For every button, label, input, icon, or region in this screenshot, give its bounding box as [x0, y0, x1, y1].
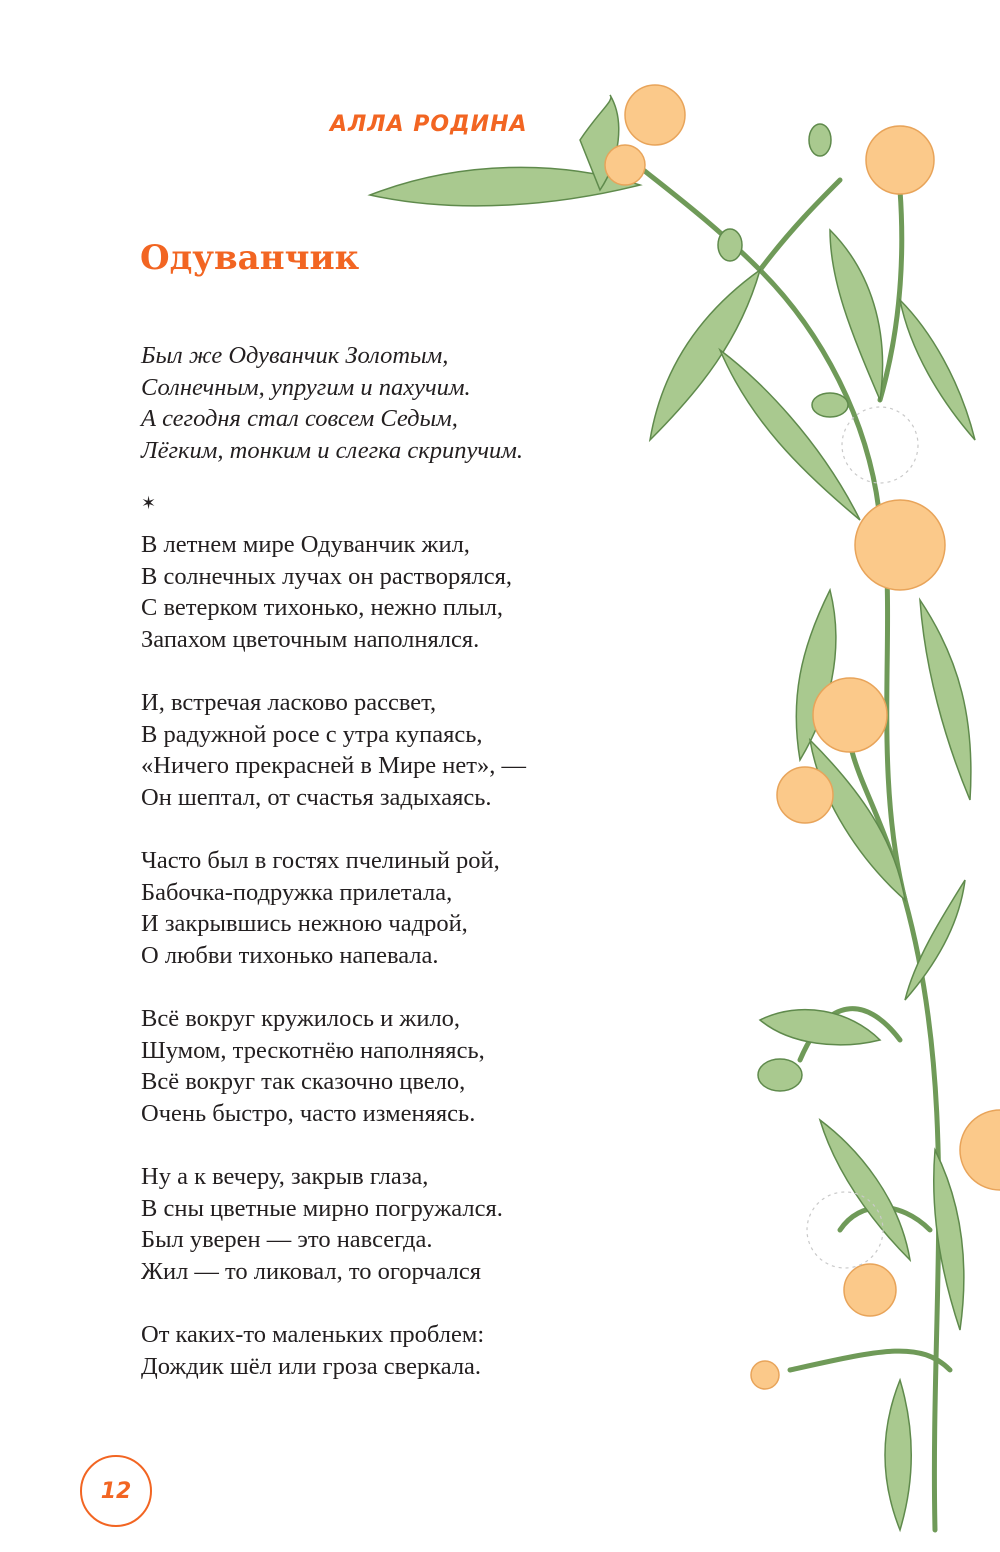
verse-line: Часто был в гостях пчелиный рой, — [141, 847, 500, 874]
page-number: 12 — [80, 1455, 152, 1527]
verse-line: В сны цветные мирно погружался. — [141, 1194, 503, 1222]
epigraph-line: Был же Одуванчик Золотым, — [141, 342, 449, 369]
epigraph-line: Лёгким, тонким и слегка скрипучим. — [141, 436, 524, 464]
verse-line: И, встречая ласково рассвет, — [141, 689, 437, 716]
author-name: АЛЛА РОДИНА — [330, 112, 528, 137]
verse-line: От каких-то маленьких проблем: — [141, 1321, 485, 1348]
verse-line: Дождик шёл или гроза сверкала. — [141, 1352, 482, 1380]
stanza — [141, 1003, 661, 1129]
stanza — [141, 1319, 661, 1382]
verse-line: Запахом цветочным наполнялся. — [141, 625, 480, 653]
verse-line: Жил — то ликовал, то огорчался — [141, 1257, 481, 1285]
verse-line: В летнем мире Одуванчик жил, — [141, 531, 470, 558]
verse-line: Всё вокруг так сказочно цвело, — [141, 1068, 466, 1095]
verse-line: С ветерком тихонько, нежно плыл, — [141, 594, 504, 621]
epigraph-line: А сегодня стал совсем Седым, — [141, 405, 458, 432]
verse-line: Был уверен — это навсегда. — [141, 1226, 433, 1253]
verse-line: «Ничего прекрасней в Мире нет», — — [141, 752, 526, 779]
stanza-gap — [141, 971, 661, 1003]
verse-line: Всё вокруг кружилось и жило, — [141, 1005, 461, 1032]
stanza-gap — [141, 655, 661, 687]
stanza-gap — [141, 813, 661, 845]
separator-star: ✶ — [141, 493, 157, 513]
stanza — [141, 529, 661, 655]
verse-line: В радужной росе с утра купаясь, — [141, 720, 483, 748]
stanza — [141, 687, 661, 813]
poem-body — [141, 340, 661, 1382]
stanza-gap — [141, 1129, 661, 1161]
verse-line: Шумом, трескотнёю наполняясь, — [141, 1036, 485, 1064]
stanza — [141, 1161, 661, 1287]
stanza-gap — [141, 1287, 661, 1319]
verse-line: Очень быстро, часто изменяясь. — [141, 1099, 476, 1127]
stanza — [141, 845, 661, 971]
verse-line: В солнечных лучах он растворялся, — [141, 562, 513, 590]
verse-line: Ну а к вечеру, закрыв глаза, — [141, 1163, 429, 1190]
poem-title: Одуванчик — [140, 238, 360, 278]
epigraph — [141, 340, 661, 466]
verse-line: И закрывшись нежною чадрой, — [141, 910, 468, 937]
verse-line: Бабочка-подружка прилетала, — [141, 878, 453, 906]
verse-line: О любви тихонько напевала. — [141, 941, 439, 969]
verse-line: Он шептал, от счастья задыхаясь. — [141, 783, 492, 811]
epigraph-line: Солнечным, упругим и пахучим. — [141, 373, 471, 401]
